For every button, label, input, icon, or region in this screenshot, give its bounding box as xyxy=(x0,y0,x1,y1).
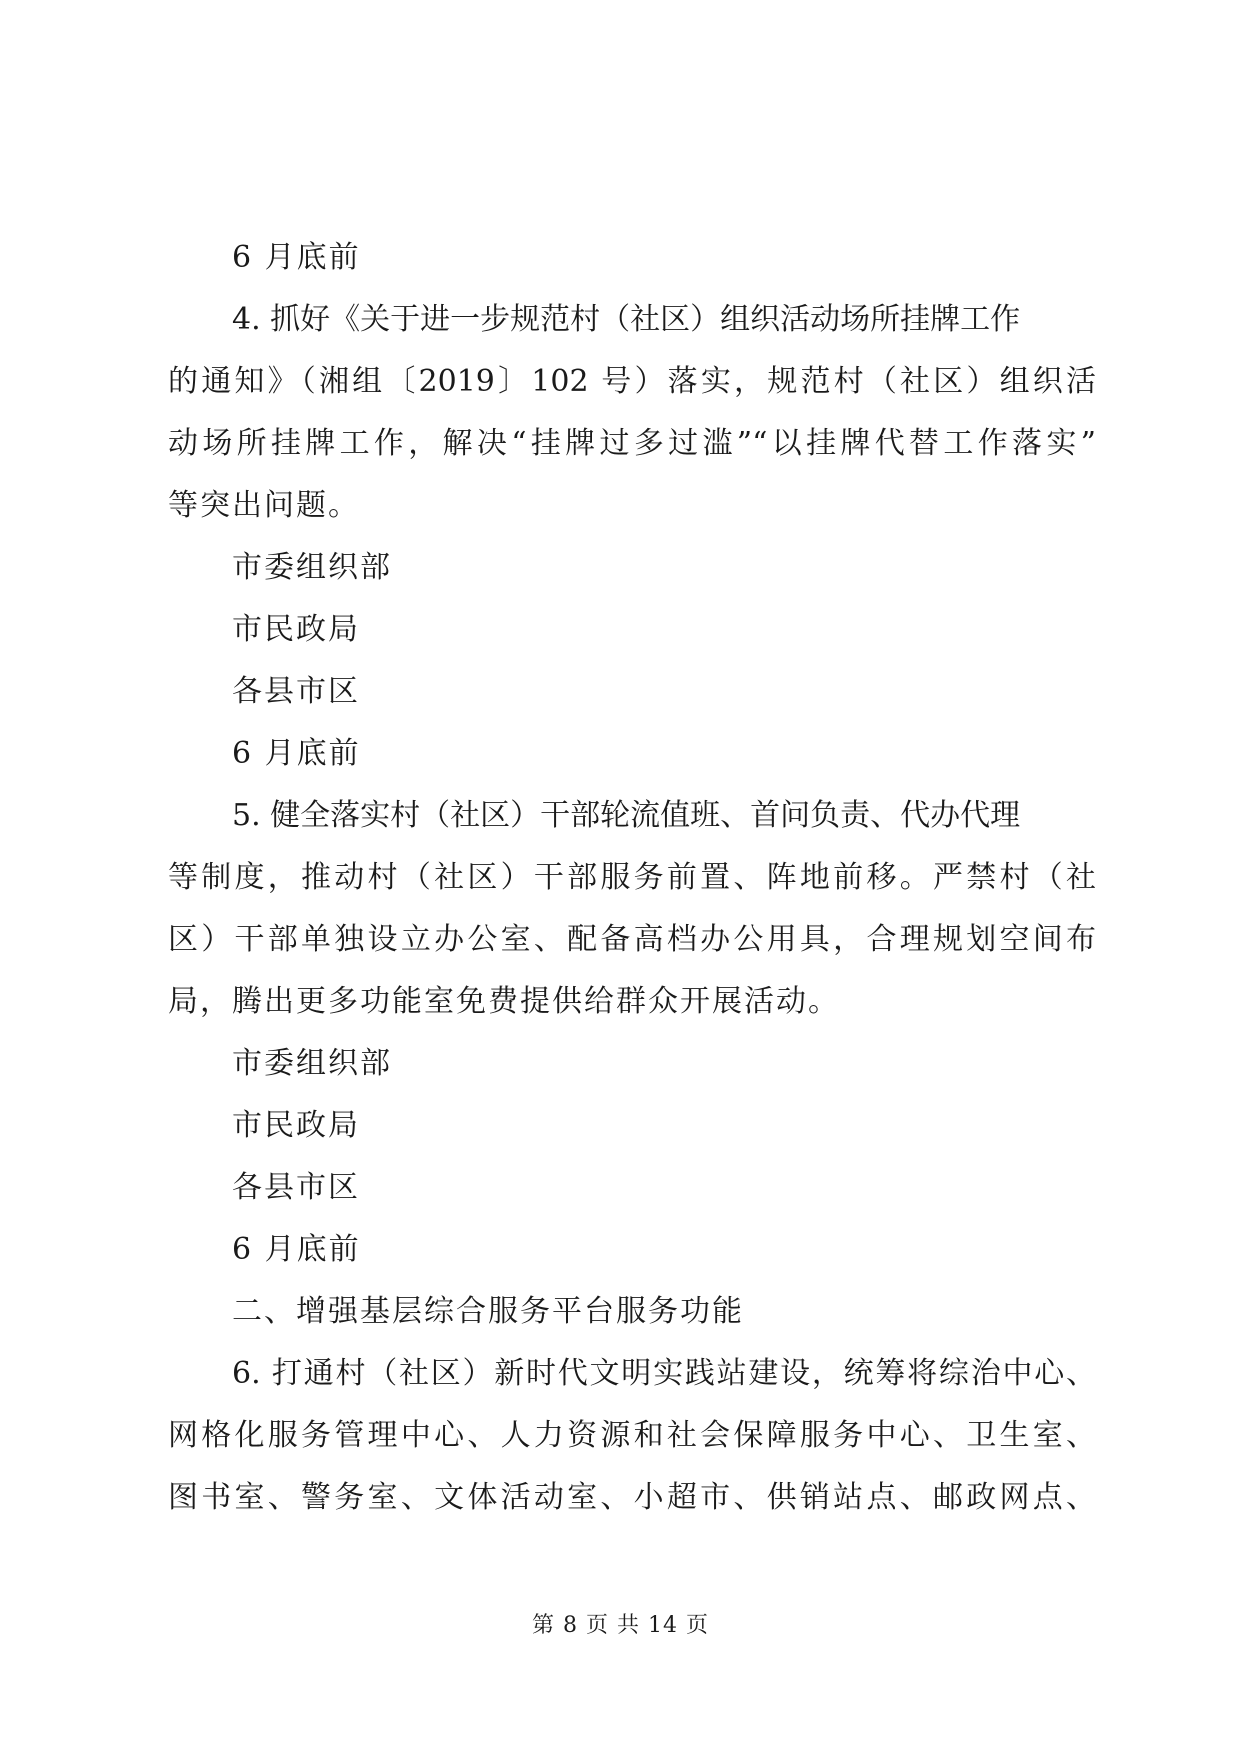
responsible-unit: 市委组织部 xyxy=(232,550,392,585)
paragraph-4-line-2: 的通知》（湘组〔2019〕102 号）落实，规范村（社区）组织活 xyxy=(168,364,1096,399)
responsible-unit: 市民政局 xyxy=(232,1108,360,1143)
text-line: 6 月底前 xyxy=(232,240,361,275)
deadline: 6 月底前 xyxy=(232,1232,361,1267)
page-footer: 第 8 页 共 14 页 xyxy=(532,1613,709,1638)
responsible-unit: 各县市区 xyxy=(232,1170,360,1205)
responsible-unit: 市委组织部 xyxy=(232,1046,392,1081)
section-heading: 二、增强基层综合服务平台服务功能 xyxy=(232,1294,744,1329)
paragraph-5-line-1: 5. 健全落实村（社区）干部轮流值班、首问负责、代办代理 xyxy=(232,798,1021,833)
responsible-unit: 市民政局 xyxy=(232,612,360,647)
paragraph-4-line-4: 等突出问题。 xyxy=(168,488,360,523)
deadline: 6 月底前 xyxy=(232,736,361,771)
paragraph-6-line-1: 6. 打通村（社区）新时代文明实践站建设，统筹将综治中心、 xyxy=(232,1356,1096,1391)
paragraph-5-line-4: 局，腾出更多功能室免费提供给群众开展活动。 xyxy=(168,984,840,1019)
paragraph-4-line-3: 动场所挂牌工作，解决“挂牌过多过滥”“以挂牌代替工作落实” xyxy=(168,426,1096,461)
responsible-unit: 各县市区 xyxy=(232,674,360,709)
paragraph-6-line-3: 图书室、警务室、文体活动室、小超市、供销站点、邮政网点、 xyxy=(168,1480,1096,1515)
paragraph-5-line-2: 等制度，推动村（社区）干部服务前置、阵地前移。严禁村（社 xyxy=(168,860,1096,895)
paragraph-4-line-1: 4. 抓好《关于进一步规范村（社区）组织活动场所挂牌工作 xyxy=(232,302,1021,337)
paragraph-5-line-3: 区）干部单独设立办公室、配备高档办公用具，合理规划空间布 xyxy=(168,922,1096,957)
paragraph-6-line-2: 网格化服务管理中心、人力资源和社会保障服务中心、卫生室、 xyxy=(168,1418,1096,1453)
